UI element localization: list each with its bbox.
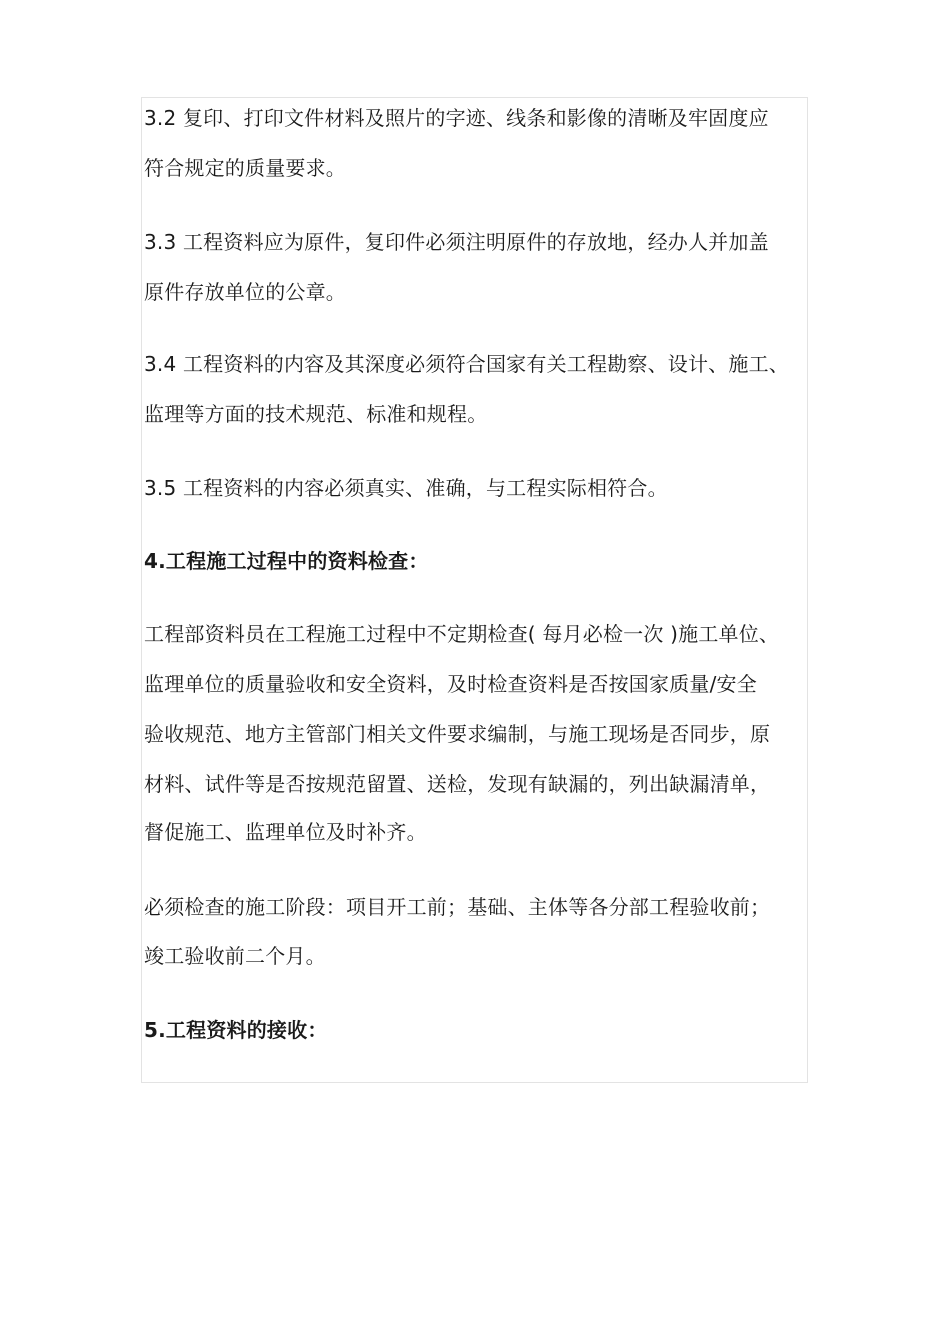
paragraph-4-2-line-2: 竣工验收前二个月。 bbox=[144, 944, 326, 968]
paragraph-3-4-line-1: 3.4 工程资料的内容及其深度必须符合国家有关工程勘察、设计、施工、 bbox=[144, 352, 789, 376]
paragraph-4-1-line-2: 监理单位的质量验收和安全资料，及时检查资料是否按国家质量/安全 bbox=[144, 672, 757, 696]
paragraph-3-4-line-2: 监理等方面的技术规范、标准和规程。 bbox=[144, 402, 488, 426]
section-5-heading: 5.工程资料的接收： bbox=[144, 1018, 328, 1042]
paragraph-3-3-line-1: 3.3 工程资料应为原件，复印件必须注明原件的存放地，经办人并加盖 bbox=[144, 230, 769, 254]
paragraph-4-1-line-5: 督促施工、监理单位及时补齐。 bbox=[144, 820, 427, 844]
paragraph-3-2-line-1: 3.2 复印、打印文件材料及照片的字迹、线条和影像的清晰及牢固度应 bbox=[144, 106, 769, 130]
paragraph-4-1-line-4: 材料、试件等是否按规范留置、送检，发现有缺漏的，列出缺漏清单， bbox=[144, 772, 771, 796]
paragraph-3-2-line-2: 符合规定的质量要求。 bbox=[144, 156, 346, 180]
section-4-heading: 4.工程施工过程中的资料检查： bbox=[144, 549, 429, 573]
paragraph-4-2-line-1: 必须检查的施工阶段：项目开工前；基础、主体等各分部工程验收前； bbox=[144, 895, 771, 919]
paragraph-3-5-line-1: 3.5 工程资料的内容必须真实、准确，与工程实际相符合。 bbox=[144, 476, 668, 500]
paragraph-4-1-line-1: 工程部资料员在工程施工过程中不定期检查( 每月必检一次 )施工单位、 bbox=[144, 622, 780, 646]
paragraph-4-1-line-3: 验收规范、地方主管部门相关文件要求编制，与施工现场是否同步，原 bbox=[144, 722, 771, 746]
paragraph-3-3-line-2: 原件存放单位的公章。 bbox=[144, 280, 346, 304]
